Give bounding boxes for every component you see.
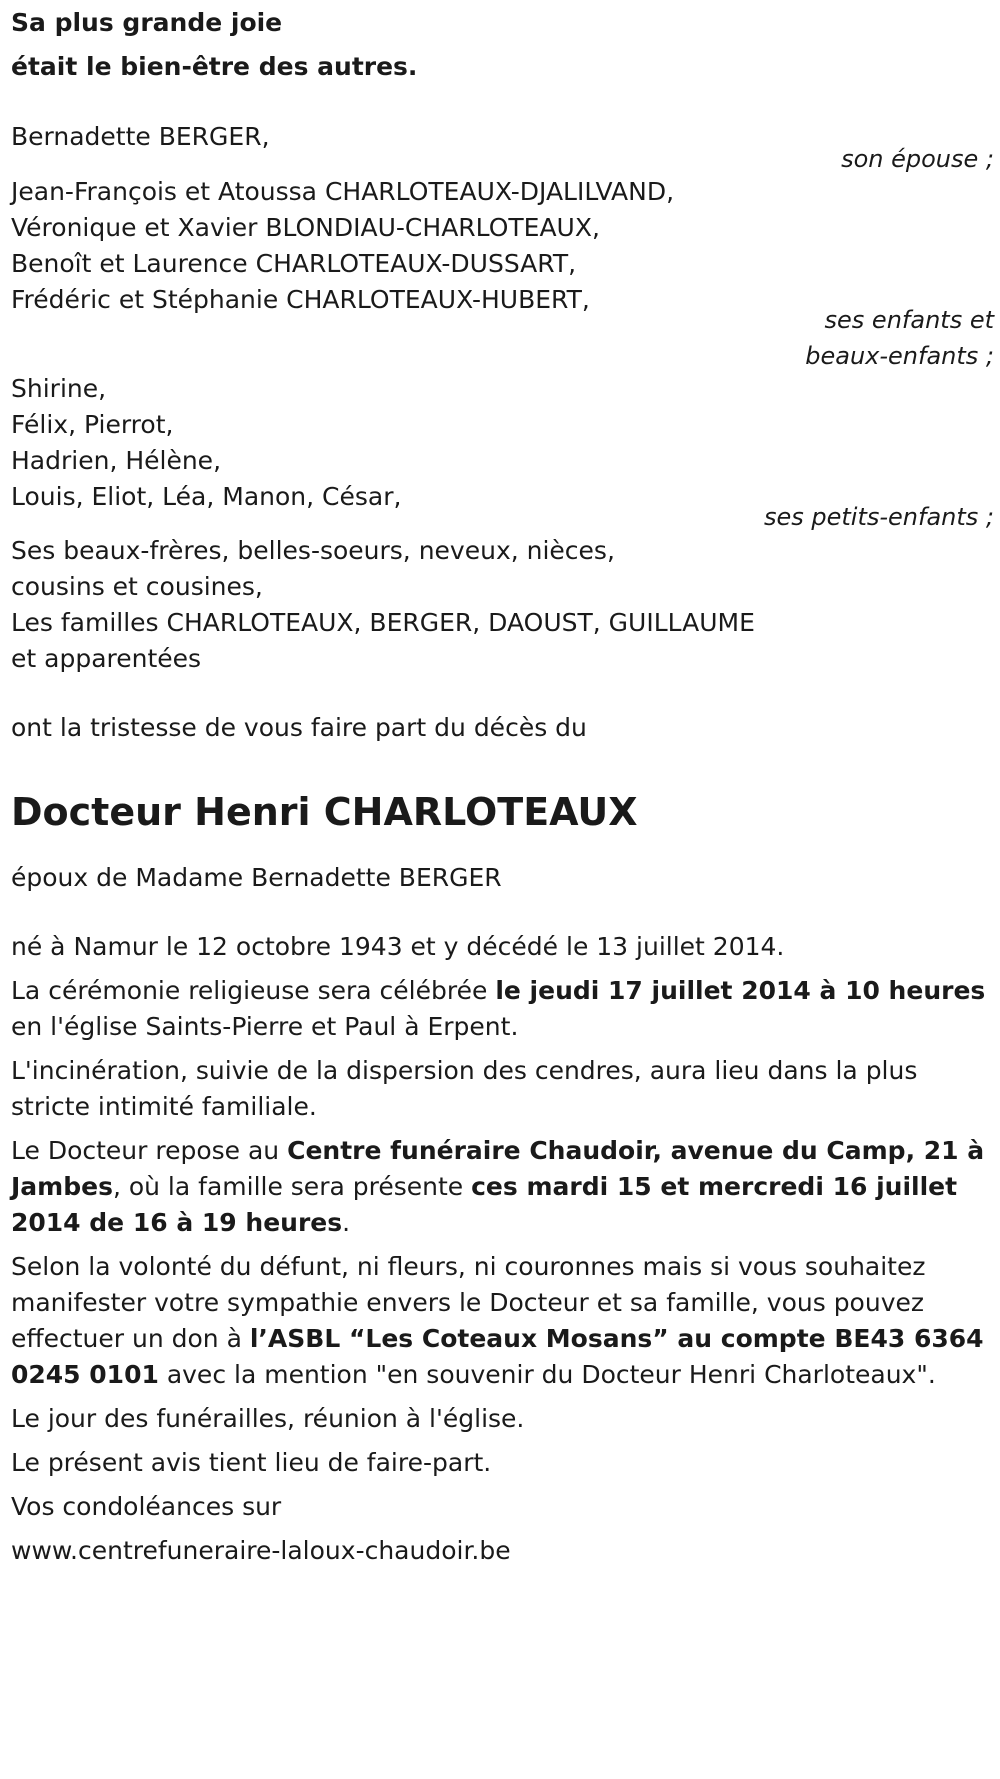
family-line-1: Ses beaux-frères, belles-soeurs, neveux, nièces, (11, 536, 615, 565)
donation-line-1: Selon la volonté du défunt, ni fleurs, ni couronnes mais si vous souhaitez (11, 1252, 926, 1281)
repose-line-3 (11, 1203, 350, 1243)
grandchild-line-2: Félix, Pierrot, (11, 410, 174, 439)
cremation-line-2: stricte intimité familiale. (11, 1092, 317, 1121)
birth-death-line: né à Namur le 12 octobre 1943 et y décédé le 13 juillet 2014. (11, 932, 785, 961)
repose-line-2 (11, 1167, 957, 1207)
donation-account: l’ASBL “Les Coteaux Mosans” au compte BE43 6364 (249, 1324, 984, 1353)
repose-line-1 (11, 1131, 984, 1171)
announcement: ont la tristesse de vous faire part du décès du (11, 713, 587, 742)
cremation-line-1: L'incinération, suivie de la dispersion des cendres, aura lieu dans la plus (11, 1056, 918, 1085)
spouse-name: Bernadette BERGER, (11, 122, 270, 151)
child-line-1: Jean-François et Atoussa CHARLOTEAUX-DJALILVAND, (11, 177, 675, 206)
grandchild-line-3: Hadrien, Hélène, (11, 446, 222, 475)
donation-line-4 (11, 1355, 936, 1395)
repose-mid: , où la famille sera présente (112, 1172, 472, 1201)
repose-town: Jambes (11, 1172, 113, 1201)
meeting-line: Le jour des funérailles, réunion à l'église. (11, 1404, 525, 1433)
family-line-4: et apparentées (11, 644, 202, 673)
child-line-3: Benoît et Laurence CHARLOTEAUX-DUSSART, (11, 249, 577, 278)
grandchild-line-4: Louis, Eliot, Léa, Manon, César, (11, 482, 402, 511)
family-line-3: Les familles CHARLOTEAUX, BERGER, DAOUST, GUILLAUME (11, 608, 755, 637)
child-line-2: Véronique et Xavier BLONDIAU-CHARLOTEAUX, (11, 213, 600, 242)
grandchildren-role: ses petits-enfants ; (763, 503, 994, 531)
donation-line-2: manifester votre sympathie envers le Docteur et sa famille, vous pouvez (11, 1288, 925, 1317)
donation-text: effectuer un don à (11, 1324, 250, 1353)
website-link[interactable]: www.centrefuneraire-laloux-chaudoir.be (11, 1536, 511, 1565)
ceremony-line-2: en l'église Saints-Pierre et Paul à Erpent. (11, 1012, 519, 1041)
repose-dates: ces mardi 15 et mercredi 16 juillet (471, 1172, 958, 1201)
donation-mention: avec la mention "en souvenir du Docteur Henri Charloteaux". (158, 1360, 936, 1389)
deceased-name: Docteur Henri CHARLOTEAUX (11, 790, 638, 834)
ceremony-date: le jeudi 17 juillet 2014 à 10 heures (495, 976, 986, 1005)
ceremony-text: La cérémonie religieuse sera célébrée (11, 976, 496, 1005)
motto-line-1: Sa plus grande joie (11, 8, 283, 37)
repose-hours: 2014 de 16 à 19 heures (11, 1208, 343, 1237)
spouse-role: son épouse ; (841, 145, 994, 173)
condolences-line: Vos condoléances sur (11, 1492, 282, 1521)
notice-line: Le présent avis tient lieu de faire-part. (11, 1448, 492, 1477)
repose-end: . (342, 1208, 351, 1237)
children-role-1: ses enfants et (824, 306, 994, 334)
ceremony-line-1 (11, 971, 985, 1011)
motto-line-2: était le bien-être des autres. (11, 52, 418, 81)
repose-text: Le Docteur repose au (11, 1136, 288, 1165)
spouse-of-line: époux de Madame Bernadette BERGER (11, 863, 502, 892)
child-line-4: Frédéric et Stéphanie CHARLOTEAUX-HUBERT, (11, 285, 590, 314)
donation-line-3 (11, 1319, 984, 1359)
children-role-2: beaux-enfants ; (805, 342, 994, 370)
grandchild-line-1: Shirine, (11, 374, 107, 403)
repose-place: Centre funéraire Chaudoir, avenue du Camp, 21 à (287, 1136, 985, 1165)
family-line-2: cousins et cousines, (11, 572, 263, 601)
donation-account-end: 0245 0101 (11, 1360, 159, 1389)
